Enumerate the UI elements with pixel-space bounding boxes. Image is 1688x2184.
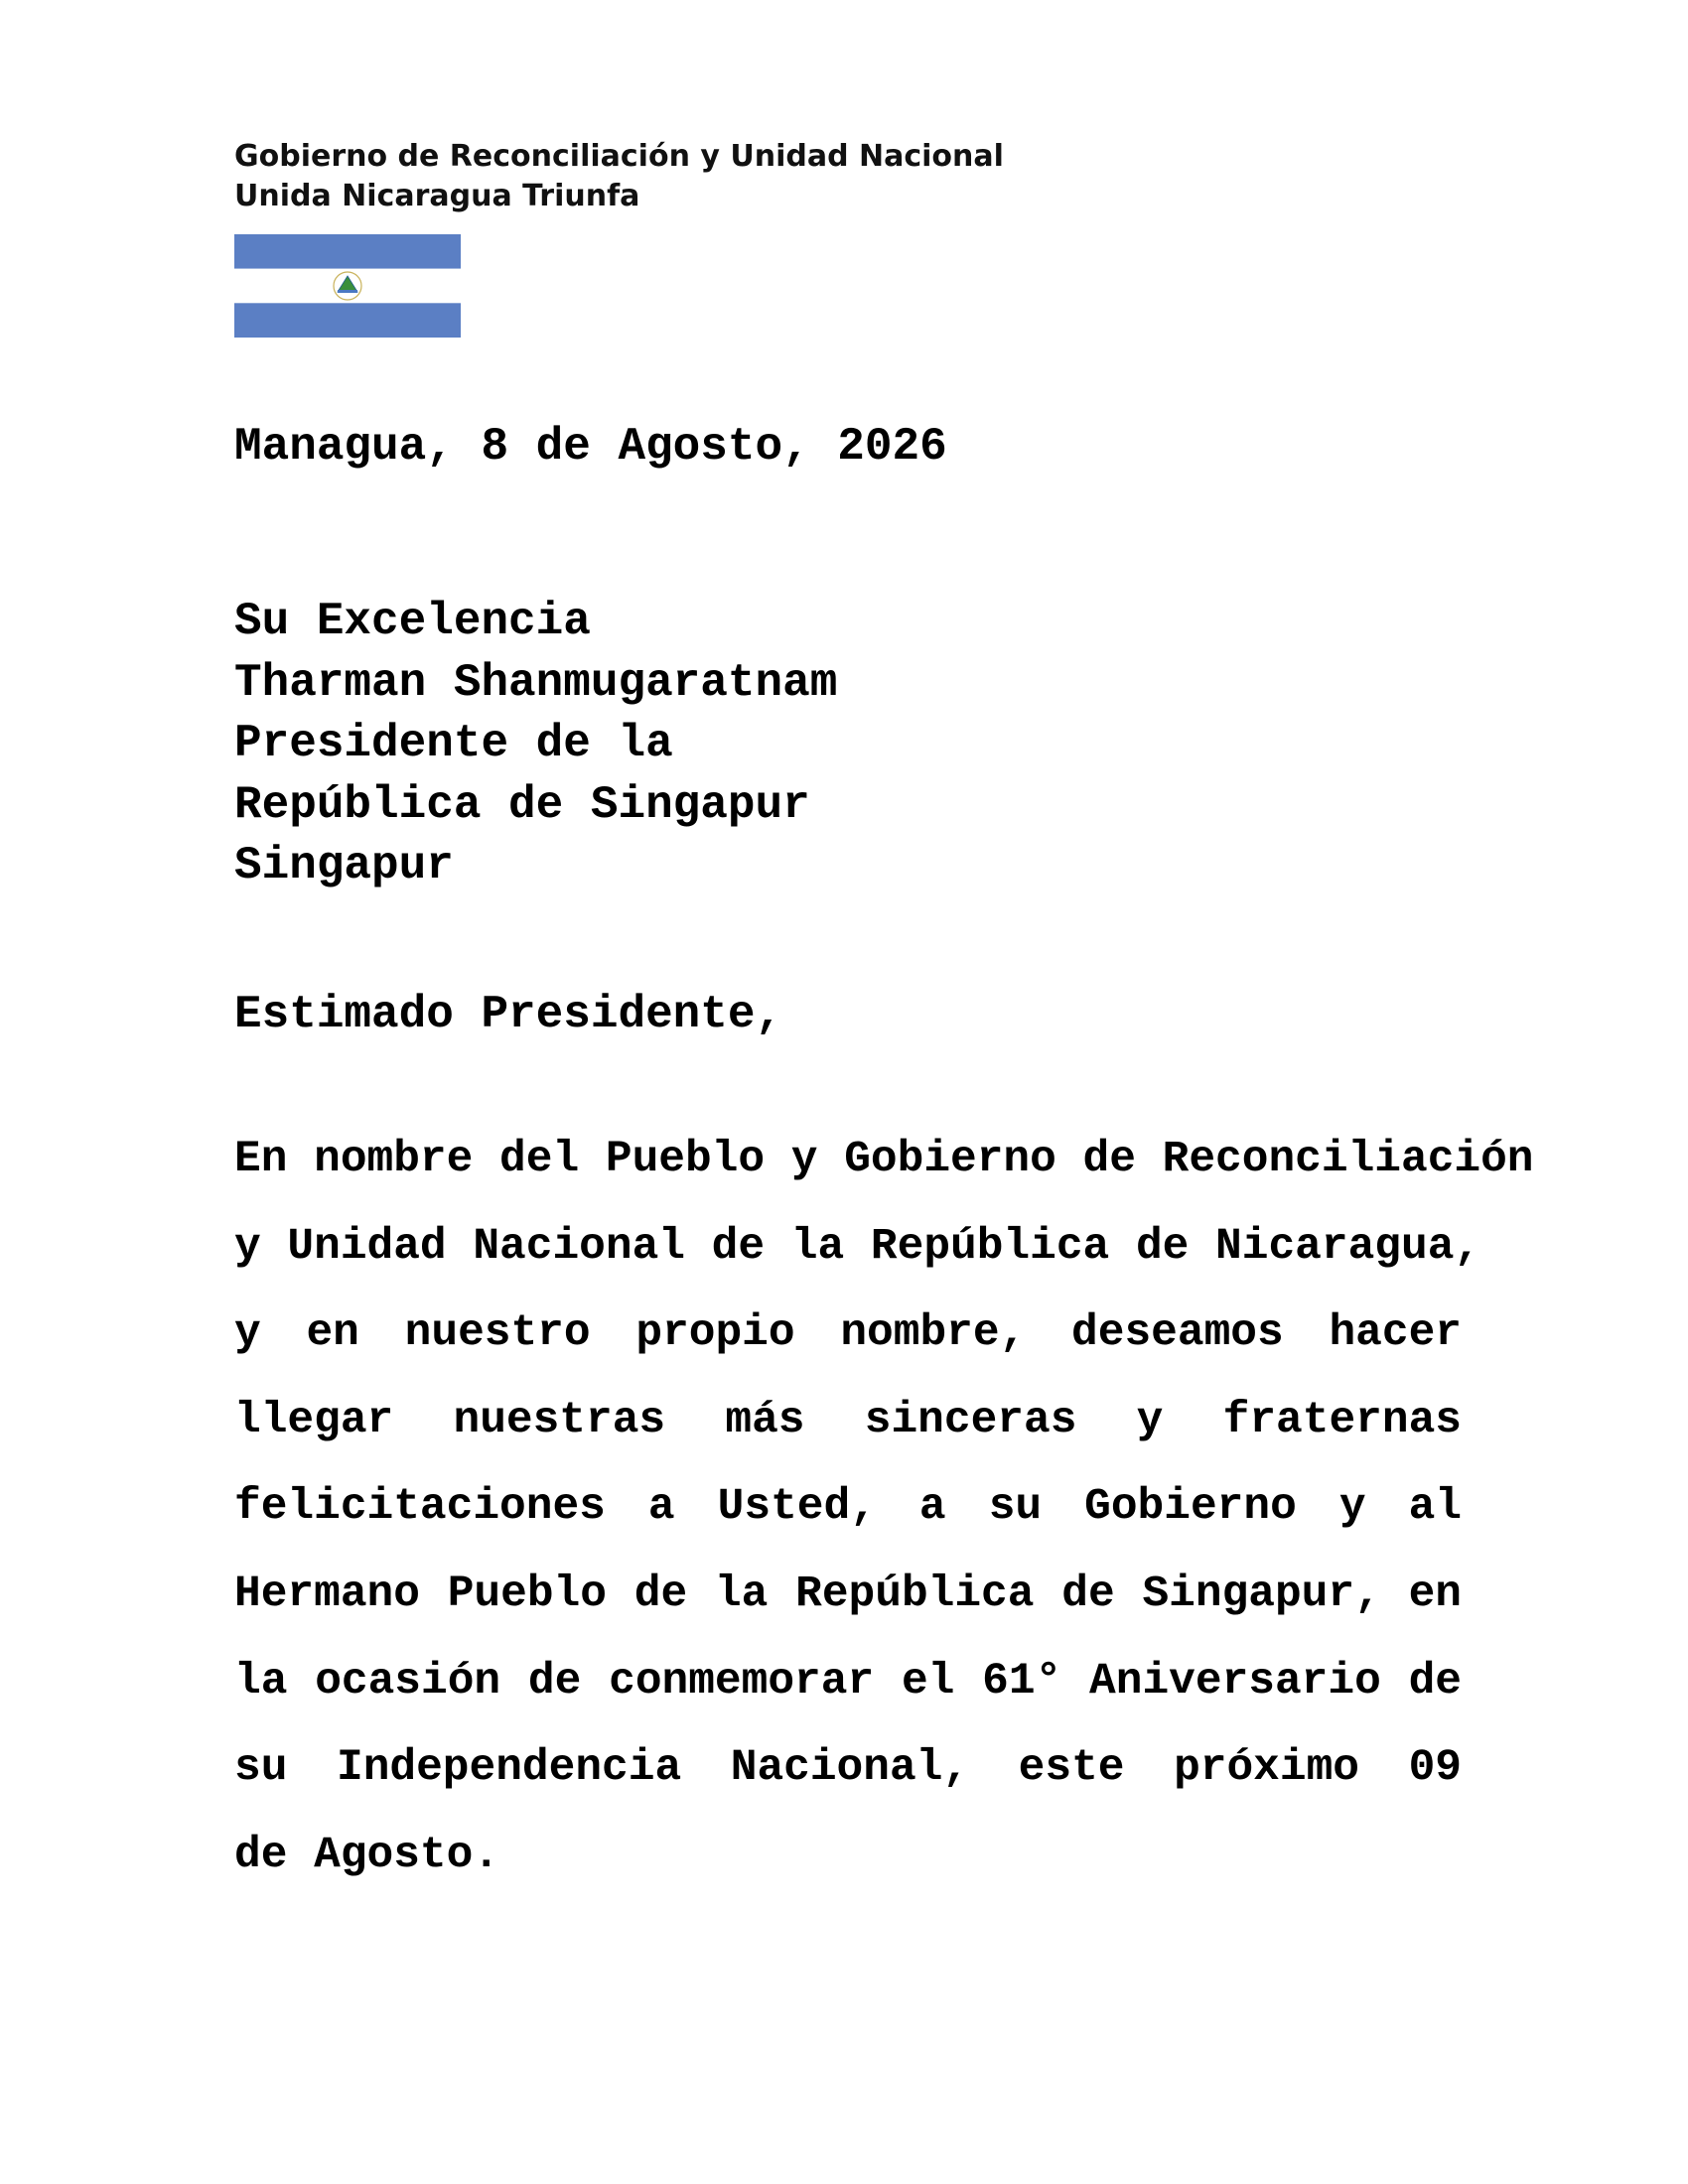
letter-body [234,1130,1534,1912]
body-line: En nombre del Pueblo y Gobierno de Reconciliación [234,1135,1534,1184]
salutation: Estimado Presidente, [234,989,783,1040]
letter-date: Managua, 8 de Agosto, 2026 [234,421,947,473]
body-line: de Agosto. [234,1830,500,1880]
addressee-country: República de Singapur [234,778,810,831]
body-line: y Unidad Nacional de la República de Nicaragua, [234,1221,1481,1272]
addressee-name: Tharman Shanmugaratnam [234,656,838,709]
government-name: Gobierno de Reconciliación y Unidad Nacional [234,139,1004,174]
letterhead [234,137,1004,216]
body-line: la ocasión de conmemorar el 61° Aniversario de [234,1656,1462,1706]
body-line: Hermano Pueblo de la República de Singapur, en [234,1569,1462,1619]
nicaragua-flag-icon [234,234,461,338]
addressee-position: Presidente de la [234,718,673,769]
addressee-block [234,592,837,897]
body-line: llegar nuestras más sinceras y fraternas [234,1395,1462,1445]
coat-of-arms-icon [334,272,361,300]
government-motto: Unida Nicaragua Triunfa [234,179,640,213]
body-line: felicitaciones a Usted, a su Gobierno y al [234,1482,1462,1533]
body-line: y en nuestro propio nombre, deseamos hacer [234,1308,1462,1359]
addressee-city: Singapur [234,840,454,891]
body-line: su Independencia Nacional, este próximo 09 [234,1743,1462,1794]
addressee-title: Su Excelencia [234,596,591,647]
